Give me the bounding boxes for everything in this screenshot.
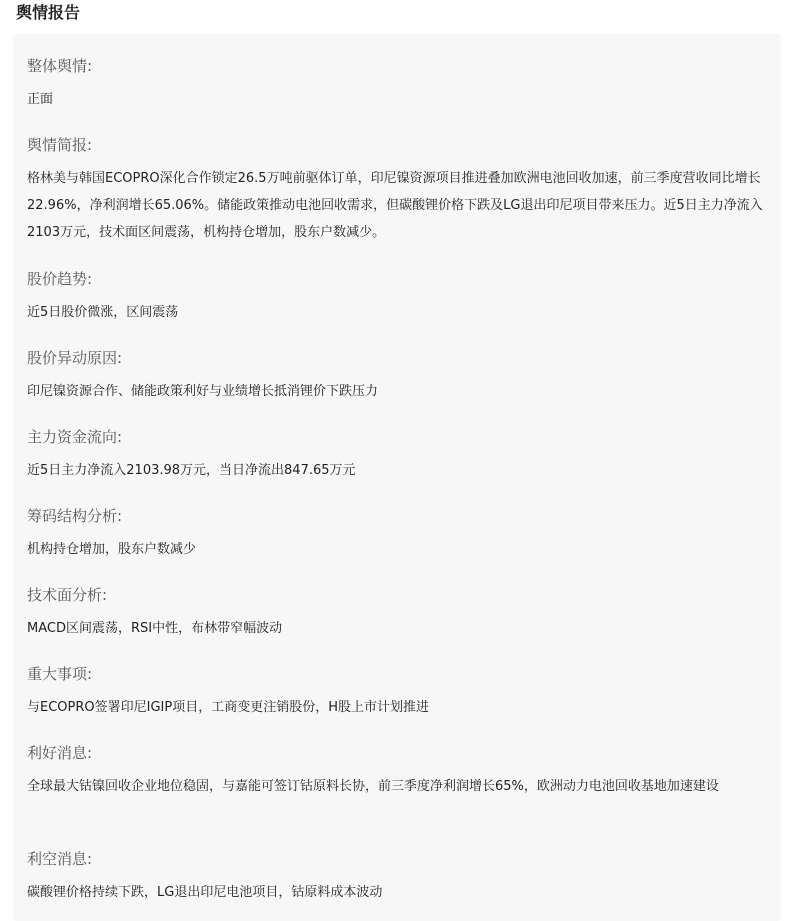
section-content: 印尼镍资源合作、储能政策利好与业绩增长抵消锂价下跌压力 xyxy=(27,384,379,399)
section-overall-sentiment xyxy=(27,55,772,113)
section-content: MACD区间震荡，RSI中性，布林带窄幅波动 xyxy=(27,621,283,636)
section-sentiment-brief xyxy=(27,134,772,246)
section-positive-news xyxy=(27,742,772,800)
section-content: 与ECOPRO签署印尼IGIP项目，工商变更注销股份，H股上市计划推进 xyxy=(27,700,429,715)
section-label: 股价异动原因: xyxy=(27,349,123,367)
section-label: 主力资金流向: xyxy=(27,428,123,446)
section-negative-news xyxy=(27,848,772,906)
section-label: 重大事项: xyxy=(27,665,93,683)
section-price-anomaly xyxy=(27,347,772,405)
section-label: 筹码结构分析: xyxy=(27,507,123,525)
section-price-trend xyxy=(27,268,772,326)
section-chip-structure xyxy=(27,505,772,563)
report-title: 舆情报告 xyxy=(16,3,81,22)
section-label: 利好消息: xyxy=(27,744,93,762)
section-label: 技术面分析: xyxy=(27,586,108,604)
section-technical-analysis xyxy=(27,584,772,642)
section-content: 格林美与韩国ECOPRO深化合作锁定26.5万吨前驱体订单，印尼镍资源项目推进叠加欧洲电池回收加速，前三季度营收同比增长22.96%，净利润增长65.06%。储能政策推动电池回收需求，但碳酸锂价格下跌及LG退出印尼项目带来压力。近5日主力净流入2103万元，技术面区间震荡，机构持仓增加，股东户数减少。 xyxy=(27,171,763,240)
section-content: 近5日主力净流入2103.98万元，当日净流出847.65万元 xyxy=(27,463,356,478)
section-content: 全球最大钴镍回收企业地位稳固，与嘉能可签订钴原料长协，前三季度净利润增长65%，欧洲动力电池回收基地加速建设 xyxy=(27,779,719,794)
section-content: 正面 xyxy=(27,92,54,107)
section-content: 近5日股价微涨，区间震荡 xyxy=(27,305,179,320)
section-label: 整体舆情: xyxy=(27,57,93,75)
section-content: 机构持仓增加，股东户数减少 xyxy=(27,542,197,557)
section-capital-flow xyxy=(27,426,772,484)
section-label: 舆情简报: xyxy=(27,136,93,154)
section-content: 碳酸锂价格持续下跌，LG退出印尼电池项目，钴原料成本波动 xyxy=(27,885,383,900)
section-major-events xyxy=(27,663,772,721)
report-panel xyxy=(13,34,781,921)
section-label: 股价趋势: xyxy=(27,270,93,288)
section-label: 利空消息: xyxy=(27,850,93,868)
